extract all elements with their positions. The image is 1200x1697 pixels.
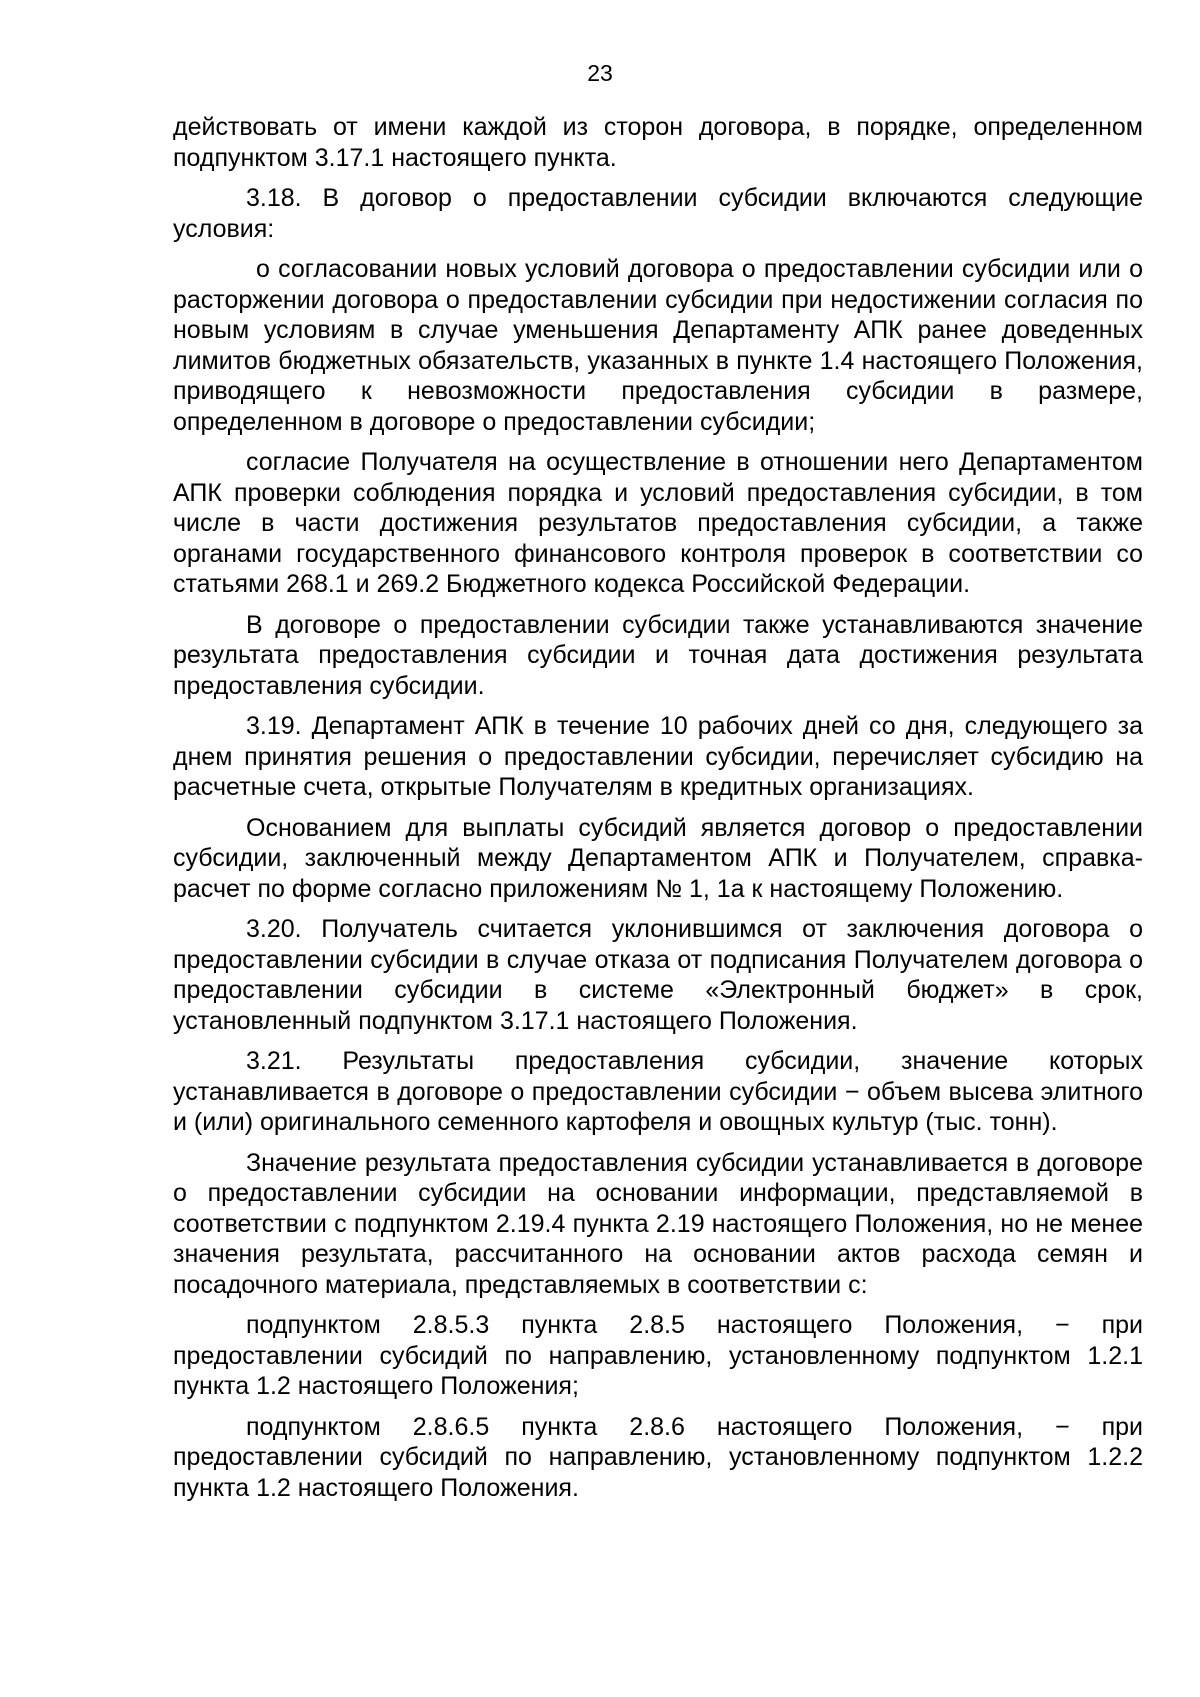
paragraph-condition-agreement: о согласовании новых условий договора о предоставлении субсидии или о расторжении договора о предоставлении субсидии при недостижении согласия по новым условиям в случае уменьшения Департаменту АПК ранее доведенных лимитов бюджетных обязательств, указанных в пункте 1.4 настоящего Положения, приводящего к невозможности предоставления субсидии в размере, определенном в договоре о предоставлении субсидии;: [173, 255, 1143, 436]
paragraph-continuation: действовать от имени каждой из сторон договора, в порядке, определенном подпунктом 3.17.1 настоящего пункта.: [173, 113, 1143, 172]
page-number: 23: [587, 60, 613, 86]
paragraph-result-value: В договоре о предоставлении субсидии также устанавливаются значение результата предоставления субсидии и точная дата достижения результата предоставления субсидии.: [173, 610, 1143, 700]
paragraph-result-determination: Значение результата предоставления субсидии устанавливается в договоре о предоставлении субсидии на основании информации, представляемой в соответствии с подпунктом 2.19.4 пункта 2.19 настоящего Положения, но не менее значения результата, рассчитанного на основании актов расхода семян и посадочного материала, представляемых в соответствии с:: [173, 1148, 1143, 1299]
paragraph-3-19: 3.19. Департамент АПК в течение 10 рабочих дней со дня, следующего за днем принятия решения о предоставлении субсидии, перечисляет субсидию на расчетные счета, открытые Получателям в кредитных организациях.: [173, 712, 1143, 801]
paragraph-subpoint-2-8-5-3: подпунктом 2.8.5.3 пункта 2.8.5 настоящего Положения, − при предоставлении субсидий по направлению, установленному подпунктом 1.2.1 пункта 1.2 настоящего Положения;: [173, 1311, 1143, 1400]
document-body: [173, 112, 1143, 1513]
paragraph-subpoint-2-8-6-5: подпунктом 2.8.6.5 пункта 2.8.6 настоящего Положения, − при предоставлении субсидий по направлению, установленному подпунктом 1.2.2 пункта 1.2 настоящего Положения.: [173, 1412, 1143, 1502]
paragraph-condition-consent: согласие Получателя на осуществление в отношении него Департаментом АПК проверки соблюдения порядка и условий предоставления субсидии, в том числе в части достижения результатов предоставления субсидии, а также органами государственного финансового контроля проверок в соответствии со статьями 268.1 и 269.2 Бюджетного кодекса Российской Федерации.: [173, 448, 1143, 598]
paragraph-3-21: 3.21. Результаты предоставления субсидии, значение которых устанавливается в договоре о предоставлении субсидии − объем высева элитного и (или) оригинального семенного картофеля и овощных культур (тыс. тонн).: [173, 1047, 1143, 1136]
paragraph-3-20: 3.20. Получатель считается уклонившимся от заключения договора о предоставлении субсидии в случае отказа от подписания Получателем договора о предоставлении субсидии в системе «Электронный бюджет» в срок, установленный подпунктом 3.17.1 настоящего Положения.: [173, 915, 1143, 1035]
paragraph-payment-basis: Основанием для выплаты субсидий является договор о предоставлении субсидии, заключенный между Департаментом АПК и Получателем, справка-расчет по форме согласно приложениям № 1, 1а к настоящему Положению.: [173, 813, 1143, 903]
paragraph-3-18: 3.18. В договор о предоставлении субсидии включаются следующие условия:: [173, 184, 1143, 243]
